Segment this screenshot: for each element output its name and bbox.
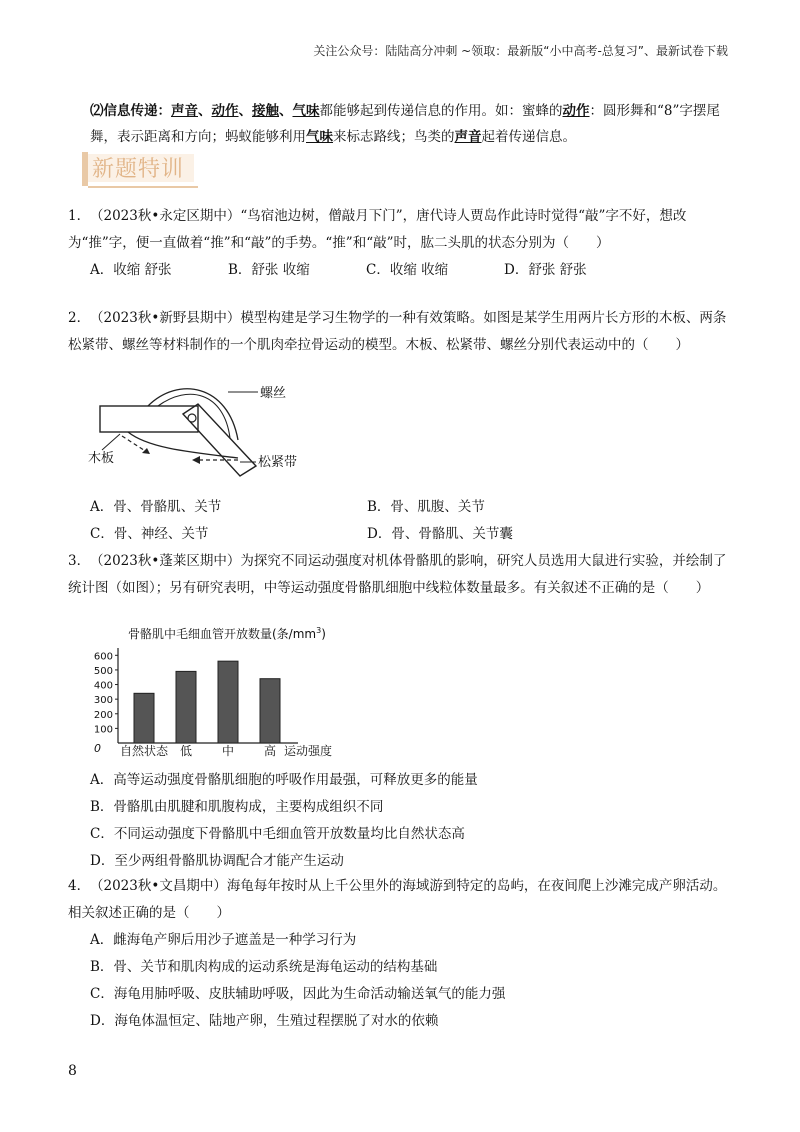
separator: 、: [238, 103, 252, 119]
question-stem: [68, 203, 734, 257]
option-b[interactable]: B．骨、肌腹、关节: [367, 499, 485, 515]
question-text: （2023秋•蓬莱区期中）为探究不同运动强度对机体骨骼肌的影响，研究人员选用大鼠进行实验，并绘制了统计图（如图）；另有研究表明，中等运动强度骨骼肌细胞中线粒体数量最多。有关叙述不正确的是（ ）: [68, 553, 727, 596]
info-text: ：圆形舞和“8”字摆尾舞，表示距离和方向；蚂蚁能够利用: [90, 103, 720, 145]
info-text: 都能够起到传递信息的作用。如：蜜蜂的: [319, 103, 563, 119]
info-text: 起着传递信息。: [481, 129, 576, 145]
x-labels: [120, 743, 276, 758]
section-title: 新题特训: [92, 157, 185, 182]
question-stem: [68, 873, 734, 927]
option-d[interactable]: D．至少两组骨骼肌协调配合才能产生运动: [90, 853, 344, 869]
question-stem: [68, 305, 734, 359]
separator: 、: [198, 103, 212, 119]
question-3: [68, 548, 734, 602]
option-c[interactable]: C．收缩 收缩: [366, 262, 449, 278]
question-number: 2．: [68, 310, 91, 326]
option-d[interactable]: D．骨、骨骼肌、关节囊: [367, 526, 513, 542]
y-tick-label: 200: [93, 709, 113, 721]
page-header: 关注公众号：陆陆高分冲刺 ~领取：最新版“小中高考-总复习”、最新试卷下载: [313, 44, 728, 58]
y-tick-label: 600: [93, 651, 113, 663]
options-row: [68, 494, 734, 521]
info-paragraph: [90, 98, 730, 150]
origin-label: 0: [94, 742, 101, 755]
question-number: 3．: [68, 553, 91, 569]
option-a[interactable]: A．高等运动强度骨骼肌细胞的呼吸作用最强，可释放更多的能量: [90, 772, 478, 788]
option-a[interactable]: A．雌海龟产卵后用沙子遮盖是一种学习行为: [90, 932, 357, 948]
chart-title-sup: 3: [316, 626, 322, 635]
info-text: 来标志路线；鸟类的: [333, 129, 455, 145]
bar-0: [134, 693, 154, 743]
x-axis-label: 运动强度: [284, 744, 333, 758]
option-d[interactable]: D．海龟体温恒定、陆地产卵，生殖过程摆脱了对水的依赖: [90, 1013, 439, 1029]
page-number: 8: [68, 1063, 77, 1079]
option-c[interactable]: C．不同运动强度下骨骼肌中毛细血管开放数量均比自然状态高: [90, 826, 465, 842]
bars: [134, 661, 280, 743]
bar-3: [260, 679, 280, 743]
left-board: [100, 406, 198, 432]
option-b[interactable]: B．骨骼肌由肌腱和肌腹构成，主要构成组织不同: [90, 799, 384, 815]
screw-joint: [188, 414, 196, 422]
label-screw: 螺丝: [260, 386, 287, 401]
question-number: 1．: [68, 208, 91, 224]
keyword: 声音: [171, 103, 198, 119]
x-category-label: 高: [263, 744, 277, 758]
capillary-bar-chart: [88, 622, 348, 762]
option-a[interactable]: A．收缩 舒张: [90, 262, 172, 278]
keyword: 声音: [454, 129, 482, 145]
bar-1: [176, 671, 196, 743]
chart-title: [128, 626, 326, 641]
question-4: [68, 873, 734, 1035]
keyword: 气味: [306, 129, 333, 145]
lower-band: [128, 432, 238, 458]
keyword: 动作: [211, 103, 239, 119]
keyword: 接触: [252, 103, 279, 119]
muscle-model-figure: [88, 378, 318, 478]
section-title-banner: [82, 148, 202, 188]
x-category-label: 中: [221, 744, 235, 758]
options-row: [68, 257, 734, 284]
arrow-head-left: [142, 448, 150, 454]
label-board: 木板: [88, 451, 115, 466]
chart-title-text: 骨骼肌中毛细血管开放数量(条/mm: [128, 627, 317, 641]
arrow-head-right: [192, 456, 200, 464]
info-prefix: ⑵信息传递：: [90, 103, 171, 119]
question-3-options: [68, 767, 734, 875]
question-text: （2023秋•新野县期中）模型构建是学习生物学的一种有效策略。如图是某学生用两片长方形的木板、两条松紧带、螺丝等材料制作的一个肌肉牵拉骨运动的模型。木板、松紧带、螺丝分别代表运动中的（ ）: [68, 310, 727, 353]
question-stem: [68, 548, 734, 602]
leader-board: [102, 434, 120, 450]
y-tick-label: 400: [93, 680, 113, 692]
question-text: （2023秋•永定区期中）“鸟宿池边树，僧敲月下门”，唐代诗人贾岛作此诗时觉得“敲”字不好，想改为“推”字，便一直做着“推”和“敲”的手势。“推”和“敲”时，肱二头肌的状态分别为（ ）: [68, 208, 687, 251]
question-2-options: [68, 494, 734, 548]
option-d[interactable]: D．舒张 舒张: [504, 262, 587, 278]
option-c[interactable]: C．骨、神经、关节: [90, 526, 209, 542]
question-2: [68, 305, 734, 359]
chart-title-close: ): [321, 627, 326, 641]
banner-underline: [88, 186, 198, 188]
question-number: 4．: [68, 878, 91, 894]
y-tick-label: 100: [93, 724, 113, 736]
option-b[interactable]: B．舒张 收缩: [228, 262, 310, 278]
x-category-label: 自然状态: [119, 744, 169, 758]
x-category-label: 低: [179, 744, 193, 758]
y-tick-label: 300: [93, 695, 113, 707]
label-band: 松紧带: [258, 455, 298, 470]
keyword: 动作: [562, 103, 590, 119]
option-b[interactable]: B．骨、关节和肌肉构成的运动系统是海龟运动的结构基础: [90, 959, 438, 975]
keyword: 气味: [292, 103, 320, 119]
bar-2: [218, 661, 238, 743]
question-1: [68, 203, 734, 284]
y-tick-label: 500: [93, 665, 113, 677]
options-row: [68, 521, 734, 548]
option-a[interactable]: A．骨、骨骼肌、关节: [90, 499, 222, 515]
question-text: （2023秋•文昌期中）海龟每年按时从上千公里外的海域游到特定的岛屿，在夜间爬上沙滩完成产卵活动。相关叙述正确的是（ ）: [68, 878, 727, 921]
option-c[interactable]: C．海龟用肺呼吸、皮肤辅助呼吸，因此为生命活动输送氧气的能力强: [90, 986, 506, 1002]
separator: 、: [279, 103, 293, 119]
y-ticks: [94, 651, 118, 735]
